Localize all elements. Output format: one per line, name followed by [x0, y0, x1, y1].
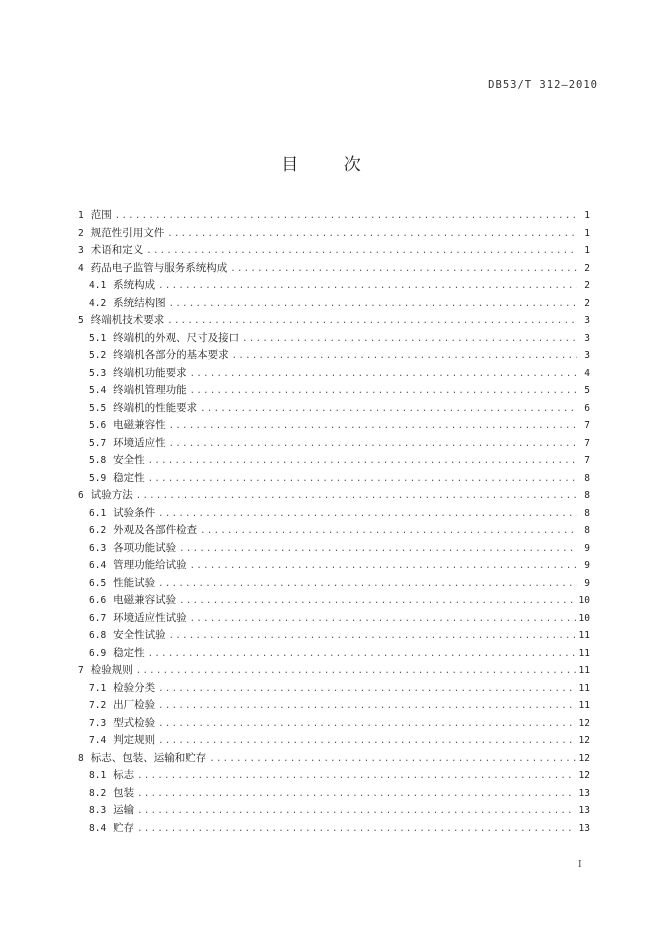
toc-leader-dots — [158, 509, 577, 519]
toc-entry-page: 8 — [584, 525, 590, 536]
toc-leader-dots — [136, 491, 577, 501]
toc-entry-number: 5.8 — [89, 455, 107, 466]
toc-leader-dots — [242, 334, 577, 344]
toc-entry-page: 6 — [584, 402, 590, 414]
toc-entry-number: 5.3 — [89, 367, 107, 379]
toc-entry[interactable] — [78, 312, 590, 330]
toc-entry-number: 4.1 — [89, 280, 107, 291]
toc-entry-label: 系统构成 — [113, 279, 156, 291]
toc-leader-dots — [158, 281, 577, 291]
toc-entry[interactable] — [78, 225, 590, 243]
toc-entry[interactable] — [78, 610, 590, 628]
toc-entry-page: 3 — [584, 315, 590, 326]
toc-leader-dots — [137, 824, 575, 834]
toc-entry-page: 3 — [584, 332, 590, 344]
toc-entry[interactable] — [78, 697, 590, 715]
toc-entry-label: 规范性引用文件 — [90, 226, 165, 239]
toc-entry[interactable] — [78, 662, 590, 680]
toc-entry-label: 包装 — [113, 786, 135, 799]
toc-entry-page: 13 — [578, 822, 590, 834]
toc-entry[interactable] — [78, 732, 590, 750]
toc-entry[interactable] — [78, 820, 590, 838]
toc-entry-number: 5.6 — [89, 420, 107, 431]
toc-leader-dots — [232, 351, 577, 361]
toc-entry-label: 电磁兼容试验 — [113, 594, 177, 606]
toc-leader-dots — [169, 299, 577, 309]
toc-entry-label: 稳定性 — [113, 471, 145, 484]
toc-entry-label: 终端机各部分的基本要求 — [113, 349, 229, 361]
toc-entry-number: 6.6 — [89, 595, 107, 606]
toc-entry-number: 4 — [78, 262, 84, 274]
toc-entry-label: 终端机功能要求 — [113, 366, 187, 379]
toc-entry-page: 9 — [584, 542, 590, 554]
toc-entry-number: 6.9 — [89, 647, 107, 659]
toc-entry-label: 判定规则 — [113, 734, 156, 746]
toc-leader-dots — [209, 754, 575, 764]
toc-entry[interactable] — [78, 557, 590, 575]
toc-entry-label: 稳定性 — [113, 646, 145, 659]
toc-entry-number: 8 — [78, 752, 84, 764]
toc-entry-number: 2 — [78, 227, 84, 239]
toc-entry-label: 试验方法 — [90, 489, 133, 501]
toc-entry-label: 出厂检验 — [113, 699, 156, 711]
toc-entry-label: 药品电子监管与服务系统构成 — [90, 261, 228, 274]
toc-entry-page: 11 — [578, 700, 590, 711]
toc-entry-page: 9 — [584, 577, 590, 589]
toc-leader-dots — [230, 264, 577, 274]
toc-entry-page: 7 — [584, 420, 590, 431]
toc-entry-number: 6.1 — [89, 507, 107, 519]
toc-entry[interactable] — [78, 382, 590, 400]
page-number: I — [578, 860, 582, 870]
toc-entry[interactable] — [78, 522, 590, 540]
toc-entry-label: 环境适应性试验 — [113, 611, 187, 624]
document-code: DB53/T 312—2010 — [488, 79, 598, 91]
toc-entry[interactable] — [78, 785, 590, 803]
toc-entry[interactable] — [78, 627, 590, 645]
toc-entry-label: 安全性试验 — [113, 629, 166, 641]
toc-entry[interactable] — [78, 750, 590, 768]
toc-entry-number: 5.1 — [89, 332, 107, 344]
toc-entry[interactable] — [78, 715, 590, 733]
toc-entry-label: 标志、包装、运输和贮存 — [90, 751, 207, 764]
toc-leader-dots — [169, 421, 577, 431]
toc-entry[interactable] — [78, 487, 590, 505]
toc-entry-page: 8 — [584, 490, 590, 501]
toc-entry-number: 4.2 — [89, 297, 107, 309]
toc-leader-dots — [148, 649, 576, 659]
toc-entry-page: 9 — [584, 560, 590, 571]
toc-entry-page: 13 — [578, 787, 590, 799]
toc-leader-dots — [148, 474, 577, 484]
toc-entry-number: 8.2 — [89, 787, 107, 799]
toc-entry-label: 运输 — [113, 804, 135, 816]
toc-entry[interactable] — [78, 540, 590, 558]
toc-leader-dots — [136, 666, 576, 676]
toc-entry-label: 外观及各部件检查 — [113, 524, 198, 536]
toc-leader-dots — [190, 386, 577, 396]
toc-entry[interactable] — [78, 645, 590, 663]
toc-entry-page: 11 — [578, 665, 590, 676]
toc-entry[interactable] — [78, 417, 590, 435]
page-title: 目 次 — [281, 155, 381, 175]
toc-entry-label: 标志 — [113, 769, 135, 781]
toc-entry-number: 6.8 — [89, 630, 107, 641]
toc-leader-dots — [167, 229, 577, 239]
toc-entry[interactable] — [78, 452, 590, 470]
toc-entry[interactable] — [78, 592, 590, 610]
toc-entry-number: 7.3 — [89, 717, 107, 729]
toc-entry[interactable] — [78, 330, 590, 348]
toc-entry-label: 环境适应性 — [113, 436, 166, 449]
toc-entry-number: 7 — [78, 665, 84, 676]
toc-entry-page: 10 — [578, 595, 590, 606]
toc-entry-number: 8.3 — [89, 805, 107, 816]
toc-leader-dots — [158, 701, 575, 711]
toc-entry-number: 5.9 — [89, 472, 107, 484]
toc-entry-page: 11 — [578, 630, 590, 641]
toc-leader-dots — [158, 579, 577, 589]
toc-leader-dots — [158, 684, 575, 694]
toc-entry-page: 7 — [584, 455, 590, 466]
toc-entry-label: 电磁兼容性 — [113, 419, 166, 431]
toc-entry-page: 10 — [578, 612, 590, 624]
toc-entry[interactable] — [78, 347, 590, 365]
toc-entry-number: 6.7 — [89, 612, 107, 624]
toc-entry-page: 3 — [584, 350, 590, 361]
toc-entry-label: 检验规则 — [90, 664, 133, 676]
toc-entry-label: 管理功能给试验 — [113, 559, 187, 571]
toc-entry-number: 6.3 — [89, 542, 107, 554]
toc-entry-label: 型式检验 — [113, 716, 156, 729]
toc-entry-number: 5.7 — [89, 437, 107, 449]
toc-entry[interactable] — [78, 277, 590, 295]
toc-entry-number: 6.4 — [89, 560, 107, 571]
toc-entry-page: 1 — [584, 227, 590, 239]
toc-leader-dots — [179, 544, 577, 554]
table-of-contents — [78, 207, 590, 837]
toc-entry[interactable] — [78, 505, 590, 523]
toc-entry-page: 1 — [584, 245, 590, 256]
toc-leader-dots — [190, 369, 577, 379]
toc-entry-label: 终端机管理功能 — [113, 384, 187, 396]
toc-entry-label: 范围 — [90, 209, 112, 221]
toc-entry-number: 6 — [78, 490, 84, 501]
toc-entry-page: 5 — [584, 385, 590, 396]
toc-entry-number: 7.1 — [89, 682, 107, 694]
toc-leader-dots — [179, 596, 575, 606]
toc-entry[interactable] — [78, 242, 590, 260]
toc-entry-page: 13 — [578, 805, 590, 816]
toc-entry[interactable] — [78, 435, 590, 453]
toc-entry[interactable] — [78, 470, 590, 488]
toc-leader-dots — [169, 631, 576, 641]
toc-entry-label: 终端机的性能要求 — [113, 401, 198, 414]
toc-entry-page: 2 — [584, 297, 590, 309]
toc-entry-label: 各项功能试验 — [113, 541, 177, 554]
toc-entry-label: 终端机技术要求 — [90, 314, 165, 326]
toc-entry-page: 11 — [578, 647, 590, 659]
toc-leader-dots — [137, 789, 575, 799]
toc-entry-page: 12 — [578, 735, 590, 746]
toc-leader-dots — [146, 246, 577, 256]
toc-entry-number: 8.1 — [89, 770, 107, 781]
toc-leader-dots — [115, 211, 577, 221]
toc-entry[interactable] — [78, 400, 590, 418]
toc-entry-label: 系统结构图 — [113, 296, 166, 309]
toc-entry-page: 12 — [578, 752, 590, 764]
toc-entry-label: 终端机的外观、尺寸及接口 — [113, 331, 240, 344]
toc-entry[interactable] — [78, 260, 590, 278]
toc-entry[interactable] — [78, 680, 590, 698]
toc-entry[interactable] — [78, 295, 590, 313]
toc-entry-page: 8 — [584, 507, 590, 519]
toc-entry-page: 11 — [578, 682, 590, 694]
toc-entry[interactable] — [78, 767, 590, 785]
toc-leader-dots — [169, 439, 577, 449]
toc-leader-dots — [200, 404, 577, 414]
toc-entry[interactable] — [78, 365, 590, 383]
toc-entry-page: 1 — [584, 210, 590, 221]
toc-entry-page: 2 — [584, 280, 590, 291]
toc-entry-number: 6.2 — [89, 525, 107, 536]
toc-entry-label: 性能试验 — [113, 576, 156, 589]
toc-entry-page: 7 — [584, 437, 590, 449]
toc-entry-number: 7.2 — [89, 700, 107, 711]
toc-entry-page: 2 — [584, 262, 590, 274]
toc-entry-number: 5.2 — [89, 350, 107, 361]
toc-leader-dots — [137, 806, 575, 816]
toc-entry-number: 8.4 — [89, 822, 107, 834]
toc-entry-label: 检验分类 — [113, 681, 156, 694]
toc-entry-number: 5.5 — [89, 402, 107, 414]
toc-leader-dots — [158, 719, 575, 729]
toc-leader-dots — [137, 771, 575, 781]
toc-entry-page: 8 — [584, 472, 590, 484]
toc-entry-number: 5 — [78, 315, 84, 326]
toc-entry-page: 12 — [578, 770, 590, 781]
toc-entry-number: 7.4 — [89, 735, 107, 746]
toc-leader-dots — [148, 456, 577, 466]
toc-entry-label: 术语和定义 — [90, 244, 144, 256]
toc-entry[interactable] — [78, 575, 590, 593]
toc-entry-label: 贮存 — [113, 821, 135, 834]
toc-entry-number: 6.5 — [89, 577, 107, 589]
toc-entry[interactable] — [78, 207, 590, 225]
toc-entry-label: 试验条件 — [113, 506, 156, 519]
toc-leader-dots — [158, 736, 575, 746]
toc-entry-label: 安全性 — [113, 454, 145, 466]
toc-leader-dots — [190, 614, 576, 624]
toc-leader-dots — [190, 561, 577, 571]
toc-leader-dots — [200, 526, 577, 536]
toc-entry-page: 12 — [578, 717, 590, 729]
toc-entry[interactable] — [78, 802, 590, 820]
toc-entry-page: 4 — [584, 367, 590, 379]
toc-entry-number: 5.4 — [89, 385, 107, 396]
toc-entry-number: 1 — [78, 210, 84, 221]
toc-leader-dots — [167, 316, 577, 326]
toc-entry-number: 3 — [78, 245, 84, 256]
